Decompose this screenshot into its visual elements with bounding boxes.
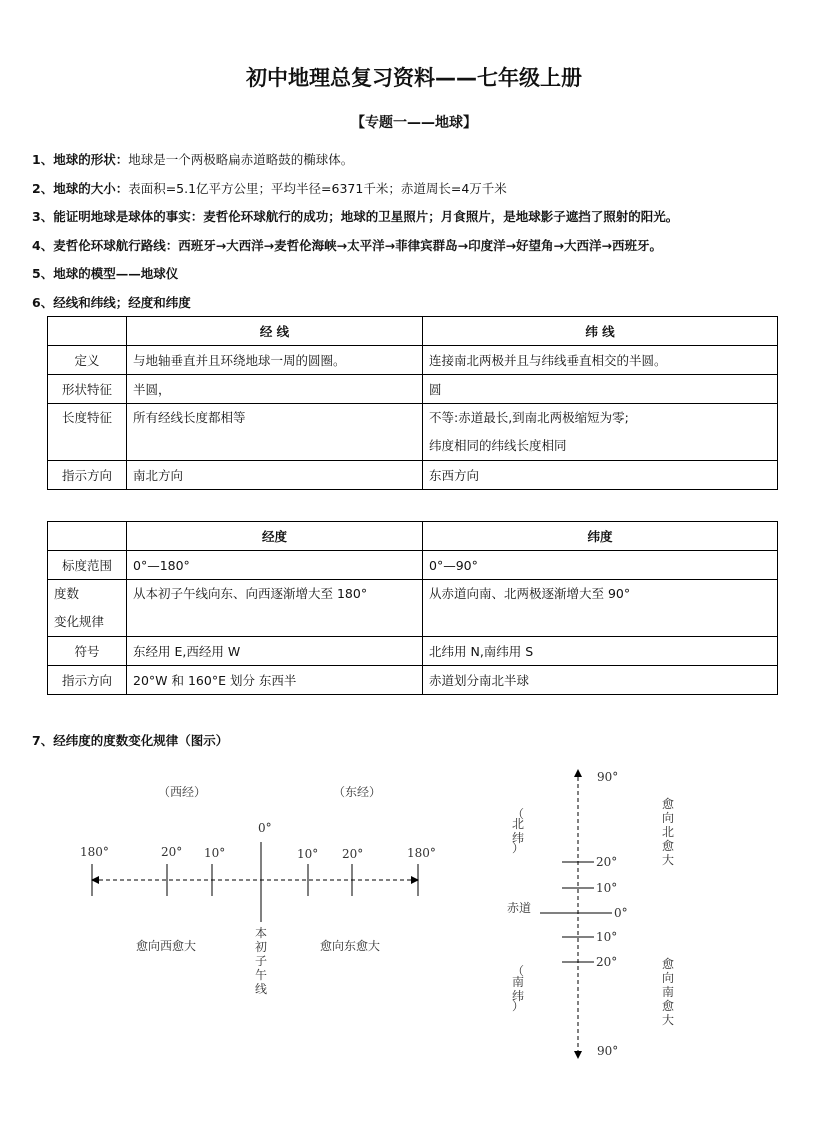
- lat-tick-label: 10°: [596, 930, 618, 944]
- west-longitude-label: （西经）: [158, 785, 207, 799]
- page-title: 初中地理总复习资料——七年级上册: [246, 66, 582, 90]
- table2-cell: 赤道划分南北半球: [423, 666, 778, 695]
- north-lat-char: ）: [512, 841, 525, 855]
- item-3: 3、能证明地球是球体的事实：麦哲伦环球航行的成功；地球的卫星照片；月食照片，是地球影子遮挡了照射的阳光。: [32, 209, 679, 224]
- prime-meridian-char: 线: [255, 982, 268, 996]
- lat-bottom-label: 90°: [597, 1044, 619, 1058]
- north-lat-char: 纬: [512, 831, 525, 845]
- north-note-char: 大: [662, 853, 675, 867]
- lon-tick-label: 180°: [80, 845, 109, 859]
- south-note-char: 愈: [662, 999, 675, 1013]
- prime-meridian-char: 本: [255, 926, 268, 940]
- prime-meridian-char: 午: [255, 968, 268, 982]
- east-longitude-label: （东经）: [333, 785, 382, 799]
- table2-row-label: 标度范围: [48, 551, 127, 580]
- south-note-char: 愈: [662, 957, 675, 971]
- lon-tick-label: 10°: [204, 846, 226, 860]
- south-lat-char: 南: [512, 975, 525, 989]
- north-lat-char: （: [512, 807, 525, 821]
- table2-cell: 0°—90°: [423, 551, 778, 580]
- table2-cell: 20°W 和 160°E 划分 东西半: [127, 666, 423, 695]
- item-5: 5、地球的模型——地球仪: [32, 266, 179, 281]
- table1-row-label: 形状特征: [48, 375, 127, 404]
- north-note-char: 北: [662, 825, 675, 839]
- prime-meridian-char: 子: [255, 954, 268, 968]
- table1-cell: 圆: [423, 375, 778, 404]
- table2-cell: 北纬用 N,南纬用 S: [423, 637, 778, 666]
- lon-tick-label: 20°: [342, 847, 364, 861]
- item-4: 4、麦哲伦环球航行路线：西班牙→大西洋→麦哲伦海峡→太平洋→菲律宾群岛→印度洋→好望角→大西洋→西班牙。: [32, 238, 662, 253]
- lat-tick-label: 20°: [596, 955, 618, 969]
- lat-tick-label: 0°: [614, 906, 628, 920]
- table1-row-label: 指示方向: [48, 461, 127, 490]
- north-note-char: 愈: [662, 839, 675, 853]
- lon-tick-label: 180°: [407, 846, 436, 860]
- north-note-char: 愈: [662, 797, 675, 811]
- item-6: 6、经线和纬线；经度和纬度: [32, 295, 191, 310]
- east-increase-note: 愈向东愈大: [320, 939, 381, 953]
- table1-row-label: 定义: [48, 346, 127, 375]
- table2-cell: 0°—180°: [127, 551, 423, 580]
- section-subtitle: 【专题一——地球】: [351, 115, 477, 131]
- table1-header-parallel: 纬 线: [423, 317, 778, 346]
- north-note-char: 向: [662, 811, 675, 825]
- table1-cell-line: 纬度相同的纬线长度相同: [429, 438, 567, 453]
- table2-cell: 东经用 E,西经用 W: [127, 637, 423, 666]
- table2-label-line: 变化规律: [54, 614, 105, 629]
- prime-meridian-char: 初: [255, 940, 268, 954]
- table1-row-label: 长度特征: [48, 404, 127, 461]
- lon-tick-label: 20°: [161, 845, 183, 859]
- table1-cell-line: 不等:赤道最长,到南北两极缩短为零;: [429, 410, 629, 425]
- table2-header-latitude: 纬度: [423, 522, 778, 551]
- table1-cell: 半圆，: [127, 375, 423, 404]
- table2-row-label: 符号: [48, 637, 127, 666]
- lon-tick-label: 10°: [297, 847, 319, 861]
- lon-tick-label: 0°: [258, 821, 272, 835]
- south-note-char: 向: [662, 971, 675, 985]
- table1-cell: 连接南北两极并且与纬线垂直相交的半圆。: [423, 346, 778, 375]
- item-7: 7、经纬度的度数变化规律（图示）: [32, 733, 229, 748]
- equator-label: 赤道: [507, 901, 532, 915]
- west-increase-note: 愈向西愈大: [136, 939, 197, 953]
- south-lat-char: ）: [512, 999, 525, 1013]
- item-2: 2、地球的大小：表面积=5.1亿平方公里；平均半径=6371千米；赤道周长=4万千米: [32, 181, 507, 196]
- lat-tick-label: 20°: [596, 855, 618, 869]
- south-lat-char: （: [512, 964, 525, 978]
- lat-tick-label: 10°: [596, 881, 618, 895]
- table2-header-longitude: 经度: [127, 522, 423, 551]
- table2-cell: 从赤道向南、北两极逐渐增大至 90°: [423, 580, 778, 637]
- south-note-char: 南: [662, 985, 675, 999]
- table1-header-meridian: 经 线: [127, 317, 423, 346]
- table1-cell: 所有经线长度都相等: [127, 404, 423, 461]
- table1-cell: 东西方向: [423, 461, 778, 490]
- table2-label-line: 度数: [54, 586, 80, 601]
- south-lat-char: 纬: [512, 989, 525, 1003]
- table1-cell: 南北方向: [127, 461, 423, 490]
- lat-top-label: 90°: [597, 770, 619, 784]
- item-1: 1、地球的形状：地球是一个两极略扁赤道略鼓的椭球体。: [32, 152, 354, 167]
- south-note-char: 大: [662, 1013, 675, 1027]
- table2-cell: 从本初子午线向东、向西逐渐增大至 180°: [127, 580, 423, 637]
- north-lat-char: 北: [512, 817, 525, 831]
- table1-cell: 与地轴垂直并且环绕地球一周的圆圈。: [127, 346, 423, 375]
- table2-row-label: 指示方向: [48, 666, 127, 695]
